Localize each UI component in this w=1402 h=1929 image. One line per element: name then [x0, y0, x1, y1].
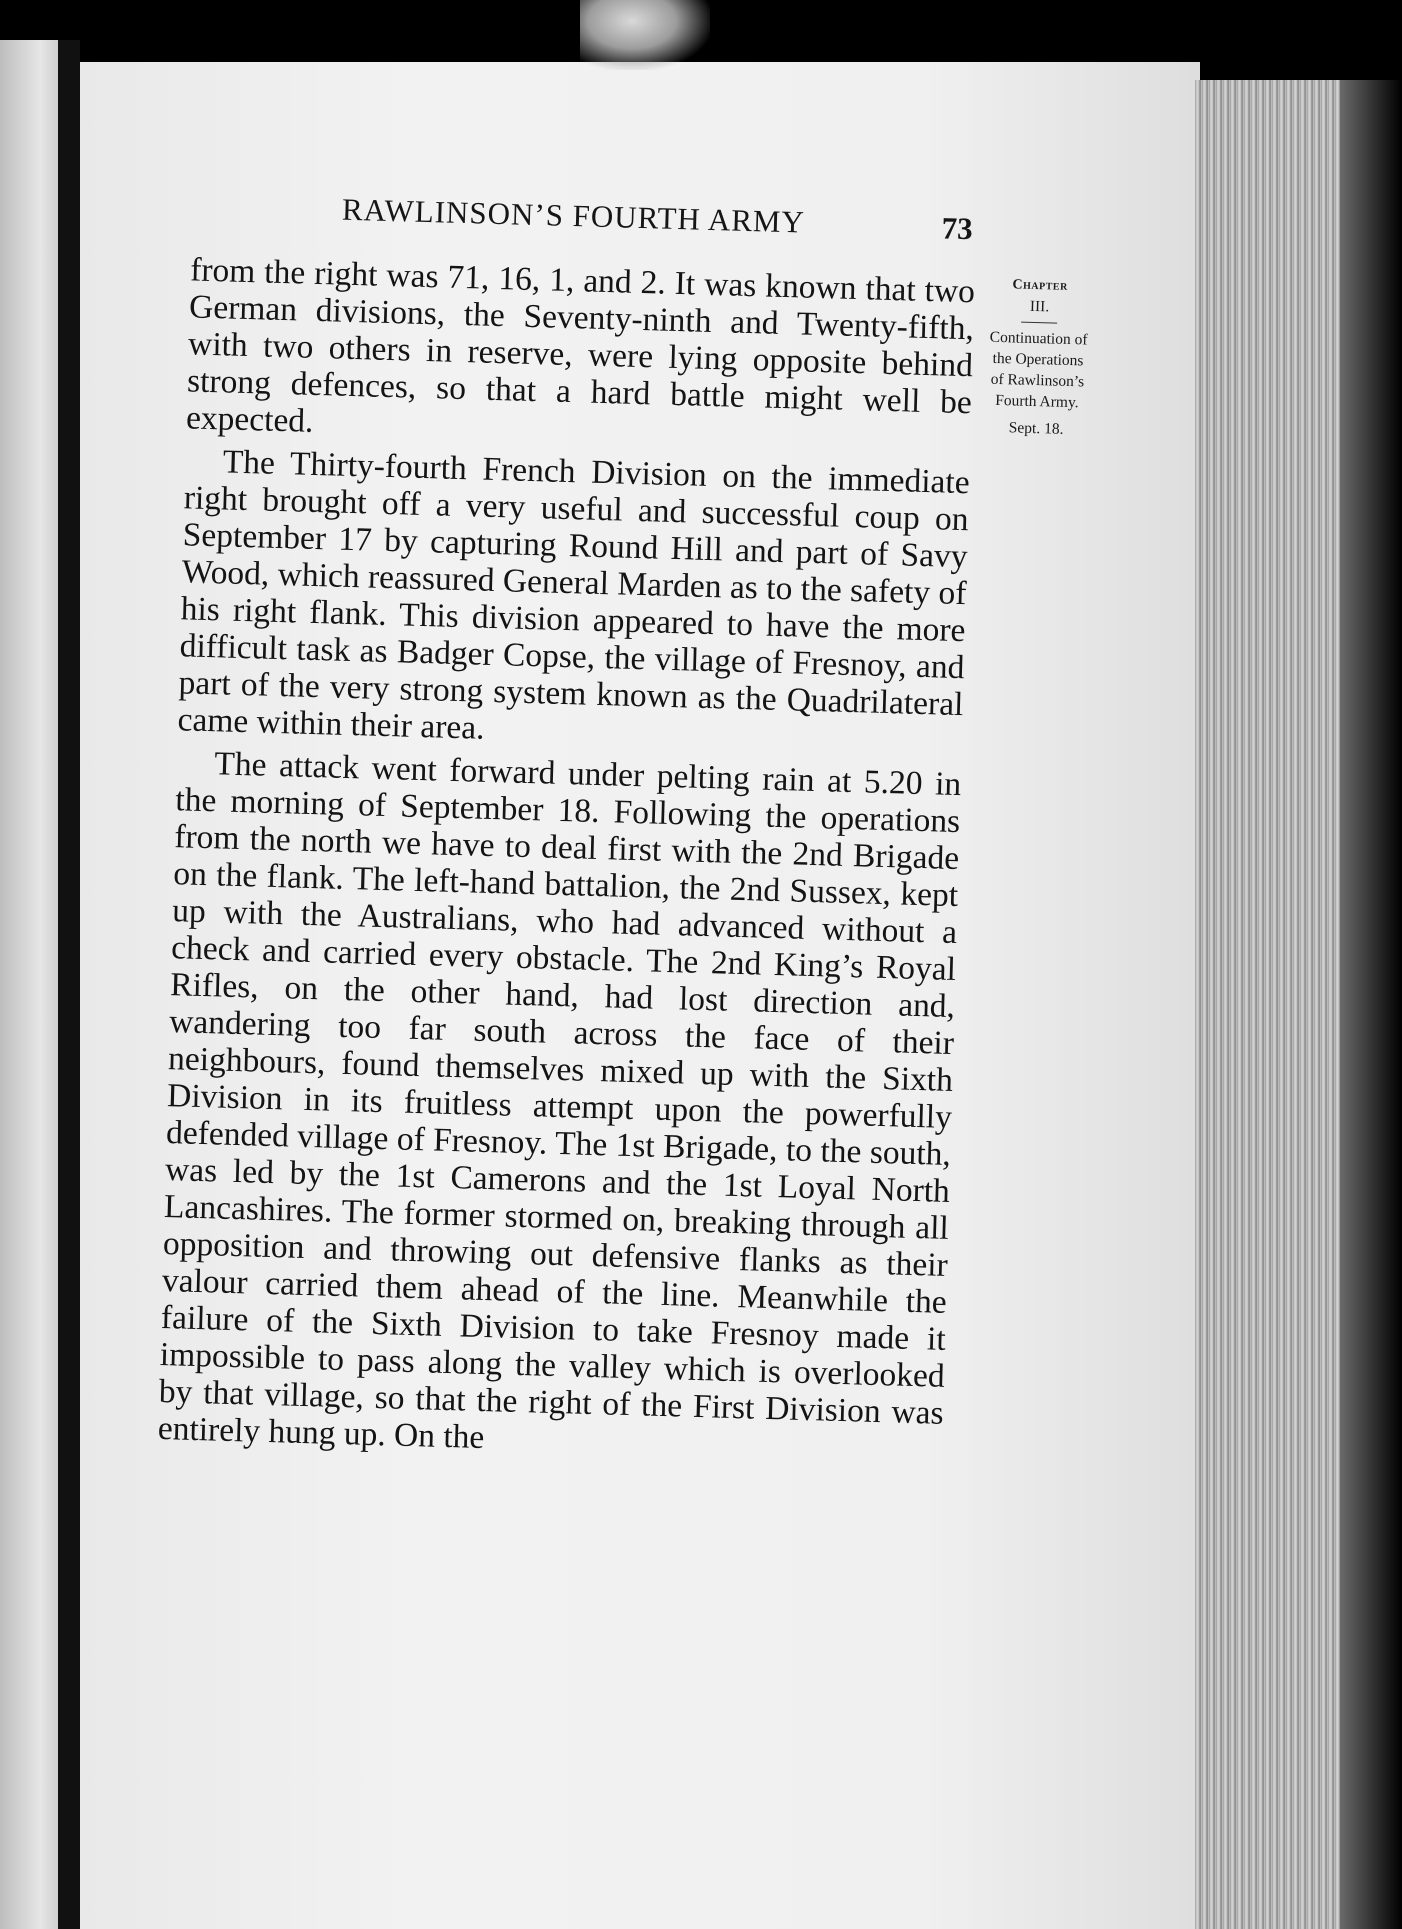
sidenote-date: Sept. 18. [1008, 419, 1064, 438]
running-title: RAWLINSON’S FOURTH ARMY [341, 191, 806, 240]
sidenote-chapter: Chapter [1012, 277, 1068, 294]
sidenote-chapter-number: III. [1029, 297, 1050, 316]
paragraph-1: from the right was 71, 16, 1, and 2. It was known that two German divisions, the Seventy-ninth and Twenty-fifth, with two others in reserve, were lying opposite behind strong defences, so that a hard battle might well be expected. [185, 251, 976, 440]
sidenote-rule [1021, 322, 1057, 324]
body-text [157, 251, 975, 1474]
sidenote-description: Continuation of the Operations of Rawlinson’s Fourth Army. [989, 328, 1088, 412]
page-header [341, 192, 982, 246]
paragraph-3: The attack went forward under pelting rain at 5.20 in the morning of September 18. Following the operations from the north we have to deal first with the 2nd Brigade on the flank. The left-hand battalion, the 2nd Sussex, kept up with the Australians, who had advanced without a check and carried every obstacle. The 2nd King’s Royal Rifles, on the other hand, had lost direction and, wandering too far south across the face of their neighbours, found themselves mixed up with the Sixth Division in its fruitless attempt upon the powerfully defended village of Fresnoy. The 1st Brigade, to the south, was led by the 1st Camerons and the 1st Loyal North Lancashires. The former stormed on, breaking through all opposition and throwing out defensive flanks as their valour carried them ahead of the line. Meanwhile the failure of the Sixth Division to take Fresnoy made it impossible to pass along the valley which is overlooked by that village, so that the right of the First Division was entirely hung up. On the [157, 745, 962, 1457]
page-number: 73 [941, 210, 974, 247]
margin-note [984, 274, 1093, 441]
paragraph-2: The Thirty-fourth French Division on the immediate right brought off a very useful and successful coup on September 17 by capturing Round Hill and part of Savy Wood, which reassured General Marden as to the safety of his right flank. This division appeared to have the more difficult task as Badger Copse, the village of Fresnoy, and part of the very strong system known as the Quadrilateral came within their area. [177, 443, 971, 747]
